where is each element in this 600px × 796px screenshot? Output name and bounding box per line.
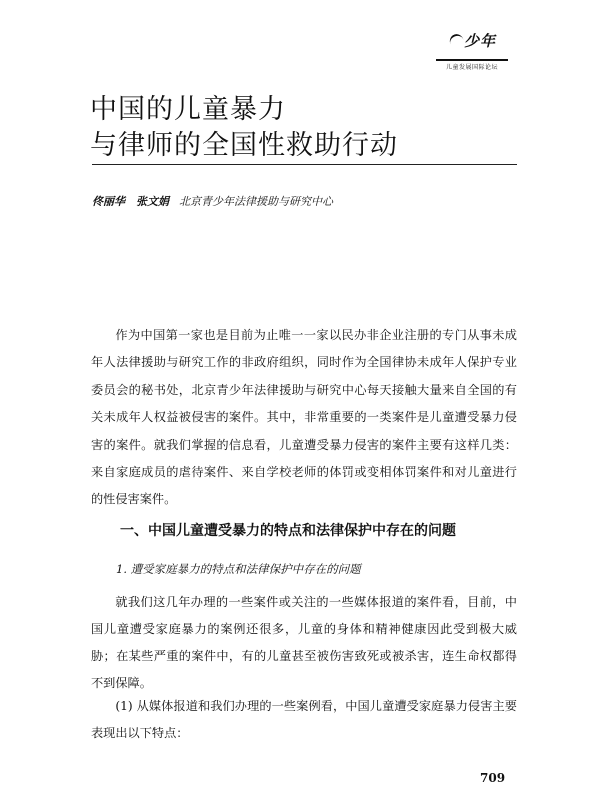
section-heading: 一、中国儿童遭受暴力的特点和法律保护中存在的问题 [120,523,456,539]
body-paragraph-2: (1) 从媒体报道和我们办理的一些案例看，中国儿童遭受家庭暴力侵害主要表现出以下特点： [91,699,517,740]
title-divider [92,164,517,165]
author-line [92,193,333,209]
body-paragraph-1: 就我们这几年办理的一些案件或关注的一些媒体报道的案件看，目前，中国儿童遭受家庭暴力的案例还很多，儿童的身体和精神健康因此受到极大威胁；在某些严重的案件中，有的儿童甚至被伤害致死或被杀害，连生命权都得不到保障。 [91,595,517,690]
subsection-heading: 1. 遭受家庭暴力的特点和法律保护中存在的问题 [116,562,361,576]
journal-logo [436,28,508,72]
page-number: 709 [480,771,506,785]
title-line-1: 中国的儿童暴力 [90,94,286,125]
article-title [90,92,398,164]
author-names: 佟丽华 张文娟 [92,195,169,208]
intro-paragraph: 作为中国第一家也是目前为止唯一一家以民办非企业注册的专门从事未成年人法律援助与研究工作的非政府组织，同时作为全国律协未成年人保护专业委员会的秘书处，北京青少年法律援助与研究中心每天接触大量来自全国的有关未成年人权益被侵害的案件。其中，非常重要的一类案件是儿童遭受暴力侵害的案件。就我们掌握的信息看，儿童遭受暴力侵害的案件主要有这样几类：来自家庭成员的虐待案件、来自学校老师的体罚或变相体罚案件和对儿童进行的性侵害案件。 [91,328,517,507]
title-line-2: 与律师的全国性救助行动 [90,130,398,161]
author-affiliation: 北京青少年法律援助与研究中心 [179,195,333,208]
logo-subtext: 儿童发展国际论坛 [445,64,498,71]
logo-text: 少年 [464,32,497,50]
logo-rule [436,59,508,61]
logo-mark [450,28,508,56]
